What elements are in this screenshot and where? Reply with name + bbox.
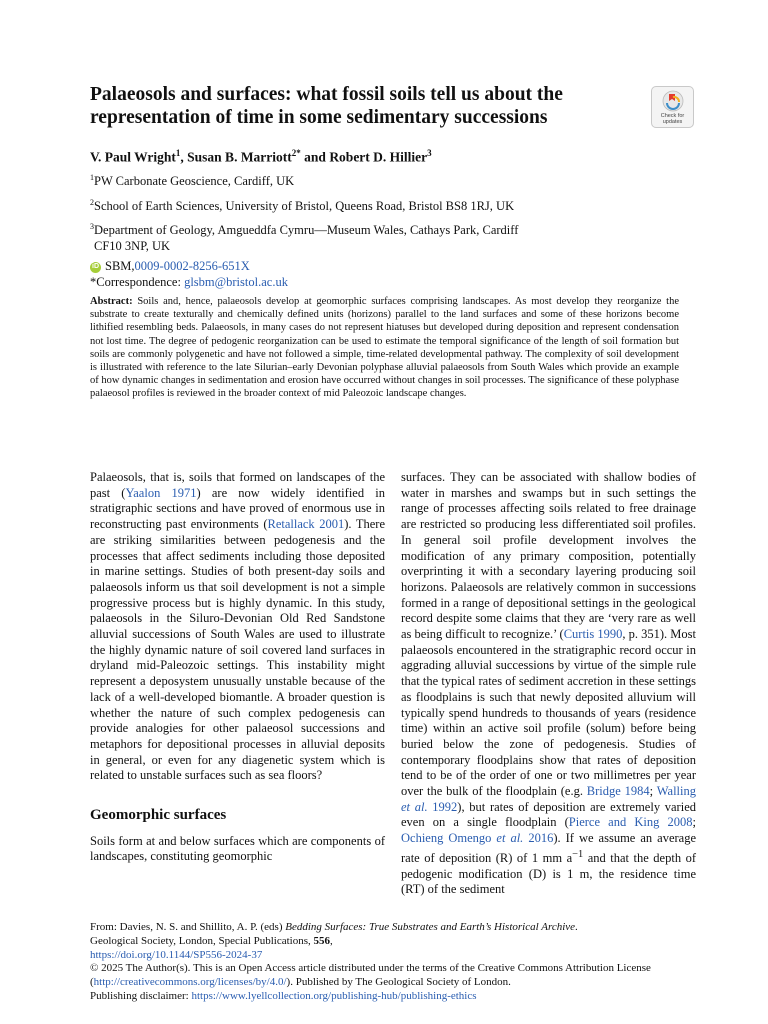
author-affil-sup: 3 [427, 148, 432, 158]
citation-link[interactable]: Retallack 2001 [267, 517, 345, 532]
footer-source [90, 921, 700, 935]
text-run: Publishing disclaimer: [90, 989, 192, 1002]
license-link[interactable]: http://creativecommons.org/licenses/by/4.0/ [93, 976, 287, 989]
affiliation-text-line2: CF10 3NP, UK [94, 238, 171, 253]
badge-label [661, 113, 685, 125]
text-run: Palaeosols, that is, soils that formed on landscapes of the past ( [90, 470, 385, 500]
text-run: surfaces. They can be associated with shallow bodies of water in marshes and swamps but in such settings the range of processes affecting soils related to free drainage are restricted so producing less differentiated soil profiles. In general soil profile development involves the modification of any primary composition, potentially overprinting it with a secondary layering producing soil horizons. Palaeosols are relatively common in successions formed in a range of depositional settings in the geological record despite some claims that they are ‘very rare as well as being difficult to recognize.’ ( [401, 470, 696, 642]
footer-license [90, 962, 700, 990]
superscript: −1 [572, 848, 584, 860]
text-run: ). There are striking similarities between pedogenesis and the processes that affect sediments including those deposited in marine settings. Studies of both present-day soils and palaeosols inform us that soil development is not a simple progressive process but is highly dynamic. In this study, palaeosols in the Siluro-Devonian Old Red Sandstone alluvial successions of South Wales are used to illustrate the highly dynamic nature of soil covered land surfaces in dryland mid-Paleozoic settings. This instability might represent a deposystem unusually unstable because of the lack of a well-developed biomantle. A broader question is whether the nature of such complex pedogenesis can provide analogies for other palaeosol successions and metaphors for depositional processes in alluvial deposits in general, or even for any diagenetic system which is related to unstable surfaces such as sea floors? [90, 517, 385, 783]
orcid-initials: SBM, [105, 259, 135, 274]
citation-part: et al. [496, 831, 524, 846]
author-list [90, 148, 432, 166]
text-run: Geological Society, London, Special Publications, [90, 934, 314, 947]
author-name: Robert D. Hillier [329, 149, 428, 165]
affiliation-sup: 2 [90, 197, 94, 207]
correspondence [90, 275, 610, 291]
doi-link[interactable]: https://doi.org/10.1144/SP556-2024-37 [90, 948, 263, 961]
affiliation-text: Department of Geology, Amgueddfa Cymru—Museum Wales, Cathays Park, Cardiff [94, 223, 519, 238]
author-separator: , [180, 149, 188, 165]
body-column-right [401, 470, 696, 898]
text-run: © 2025 The Author(s). This is an Open Access article distributed under the terms of the Creative Commons Attribution License ( [90, 962, 651, 989]
text-run: ; [692, 815, 697, 830]
body-column-left [90, 470, 385, 865]
orcid-link[interactable]: 0009-0002-8256-651X [134, 259, 250, 274]
affiliation-text: School of Earth Sciences, University of Bristol, Queens Road, Bristol BS8 1RJ, UK [94, 198, 515, 213]
author-separator: and [300, 149, 330, 165]
text-run: . [575, 921, 578, 933]
correspondence-label: *Correspondence: [90, 274, 185, 289]
citation-part: Walling [656, 784, 696, 799]
text-run: ), but rates of deposition are extremely varied even on a single floodplain ( [401, 799, 696, 830]
author-name: Susan B. Marriott [187, 149, 292, 165]
abstract-text: Soils and, hence, palaeosols develop at geomorphic surfaces comprising landscapes. As most develop they reorganize the substrate to create texturally and chemically defined units (horizons) parallel to the land surfaces and some of these horizons become lithified resembling beds. Palaeosols, in many cases do not represent hiatuses but developed during deposition and represent condensation not lost time. The degree of pedogenic reorganization can be used to estimate the temporal significance of the length of soil formation but soils are commonly polygenetic and have not followed a simple, time-related developmental pathway. The complexity of soil development is illustrated with reference to the late Silurian–early Devonian polyphase alluvial palaeosols from South Wales which provide an example of how dynamic changes in sedimentation and erosion have occurred without changes in soil processes. The significance of these polyphase palaeosol profiles is reviewed in the broader context of mid Paleozoic landscape changes. [90, 296, 679, 400]
citation-part: Ochieng Omengo [401, 831, 497, 846]
check-for-updates-badge[interactable] [651, 86, 694, 128]
abstract [90, 295, 679, 401]
affiliation-text: PW Carbonate Geoscience, Cardiff, UK [94, 174, 295, 189]
affiliation-sup: 3 [90, 222, 94, 232]
orcid-row [90, 259, 610, 275]
abstract-label: Abstract: [90, 296, 133, 307]
citation-link[interactable]: Yaalon 1971 [125, 485, 197, 500]
continued-paragraph [401, 470, 696, 898]
crossmark-icon [662, 90, 684, 112]
affiliation-2 [90, 195, 610, 215]
text-run: From: Davies, N. S. and Shillito, A. P. (eds) [90, 921, 286, 933]
author-name: V. Paul Wright [90, 149, 176, 165]
footer-series [90, 935, 700, 949]
section-paragraph: Soils form at and below surfaces which are components of landscapes, constituting geomorphic [90, 833, 385, 864]
citation-part: 1992 [427, 799, 458, 814]
text-run: , [330, 934, 333, 947]
volume-number: 556 [313, 934, 331, 947]
citation-link[interactable]: Curtis 1990 [563, 627, 623, 642]
author-affil-sup: 1 [175, 148, 181, 158]
article-title: Palaeosols and surfaces: what fossil soils tell us about the representation of time in some sedimentary successions [90, 84, 563, 128]
citation-part: et al. [401, 799, 428, 814]
text-run: ). If we assume an average rate of deposition (R) of 1 mm a [401, 831, 697, 866]
text-run: and that the depth of pedogenic modification (D) is 1 m, the residence time (RT) of the sediment [401, 851, 697, 897]
citation-part: 2016 [523, 831, 554, 846]
badge-line-1: Check for [660, 113, 685, 119]
correspondence-email-link[interactable]: glsbm@bristol.ac.uk [184, 274, 288, 289]
disclaimer-link[interactable]: https://www.lyellcollection.org/publishing-hub/publishing-ethics [191, 989, 477, 1002]
affiliations [90, 164, 610, 290]
citation-link[interactable]: Bridge 1984 [586, 784, 650, 799]
orcid-icon: iD [90, 262, 101, 273]
article-footer [90, 921, 700, 1004]
affiliation-1 [90, 170, 610, 190]
intro-paragraph [90, 470, 385, 784]
text-run: , p. 351). Most palaeosols encountered in the stratigraphic record occur in aggrading alluvial successions by virtue of the simple rule that the typical rates of sediment accretion in these settings as floodplains is such that newly deposited alluvium will typically spend hundreds to thousands of years (residence time) within an active soil profile (solum) before being buried below the zone of pedogenesis. Studies of contemporary floodplains show that rates of deposition tend to be of the order of one or two millimetres per year over the bulk of the floodplain (e.g. [401, 627, 696, 799]
affiliation-sup: 1 [90, 173, 94, 182]
section-heading: Geomorphic surfaces [90, 807, 227, 824]
text-run: ; [649, 784, 657, 799]
footer-disclaimer [90, 990, 700, 1004]
affiliation-3 [90, 219, 610, 254]
book-title: Bedding Surfaces: True Substrates and Earth’s Historical Archive [285, 921, 576, 933]
text-run: ) are now widely identified in stratigraphic sections and have proved of enormous use in reconstructing past environments ( [90, 485, 385, 532]
text-run: ). Published by The Geological Society of London. [286, 976, 511, 989]
citation-link[interactable] [401, 831, 553, 845]
author-affil-sup: 2* [291, 148, 301, 158]
badge-line-2: updates [662, 119, 683, 125]
citation-link[interactable]: Pierce and King 2008 [568, 815, 693, 830]
